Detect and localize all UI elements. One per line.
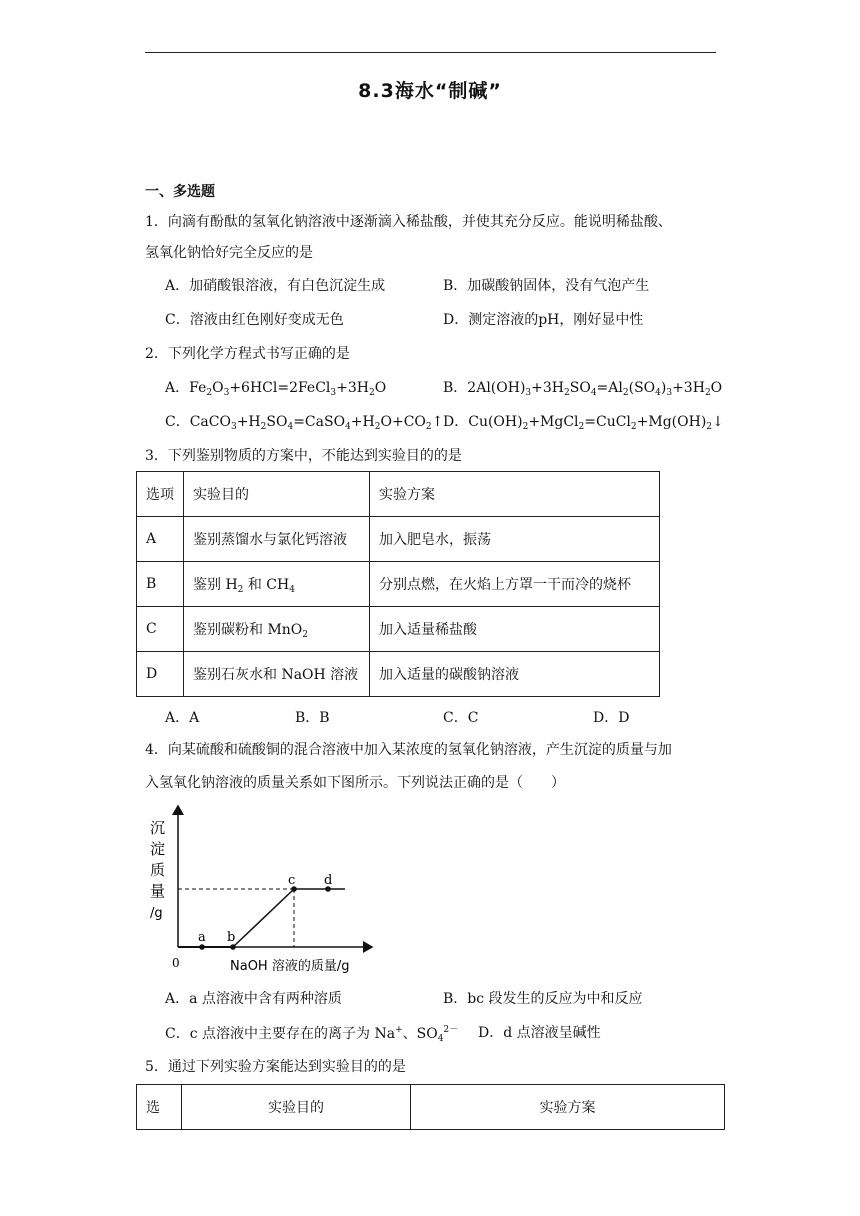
point-a — [199, 944, 205, 950]
table-header-cell: 选项 — [137, 472, 184, 517]
table-cell: 鉴别 $H_2$ 和 $CH_4$ — [184, 562, 370, 607]
q5-stem: 5．通过下列实验方案能达到实验目的的是 — [145, 1059, 406, 1075]
q3-table — [136, 471, 660, 697]
q5-table — [136, 1084, 725, 1130]
q4-option-d: D．d 点溶液呈碱性 — [478, 1025, 601, 1041]
header-rule — [145, 52, 716, 53]
q2-option-d: D．$Cu(OH)_2+MgCl_2=CuCl_2+Mg(OH)_2↓$ — [443, 414, 724, 432]
q2-option-a: A．$Fe_2O_3+6HCl=2FeCl_3+3H_2O$ — [165, 380, 387, 398]
table-cell: C — [137, 607, 184, 652]
y-axis-unit: /g — [150, 906, 163, 921]
table-row — [137, 562, 660, 607]
table-cell: 鉴别碳粉和 MnO$_2$ — [184, 607, 370, 652]
q4-stem-line2: 入氢氧化钠溶液的质量关系如下图所示。下列说法正确的是（ ） — [145, 775, 565, 791]
origin-label: 0 — [172, 956, 180, 970]
table-cell: 加入适量稀盐酸 — [370, 607, 660, 652]
q3-option-d: D．D — [593, 710, 630, 726]
table-cell: 鉴别蒸馏水与氯化钙溶液 — [184, 517, 370, 562]
q1-option-b: B．加碳酸钠固体，没有气泡产生 — [443, 278, 650, 294]
table-cell: D — [137, 652, 184, 697]
table-header-cell: 选 — [137, 1085, 182, 1130]
y-axis-label-char: 量 — [150, 882, 166, 900]
table-cell: 加入适量的碳酸钠溶液 — [370, 652, 660, 697]
point-label-c: c — [288, 873, 296, 888]
table-header-cell: 实验目的 — [184, 472, 370, 517]
q4-stem-line1: 4．向某硫酸和硫酸铜的混合溶液中加入某浓度的氢氧化钠溶液，产生沉淀的质量与加 — [145, 742, 672, 758]
q2-stem: 2．下列化学方程式书写正确的是 — [145, 346, 350, 362]
q2-option-c: C．$CaCO_3+H_2SO_4=CaSO_4+H_2O+CO_2↑$ — [165, 414, 444, 432]
table-row — [137, 607, 660, 652]
y-axis-label-char: 淀 — [150, 840, 166, 858]
point-label-a: a — [198, 930, 206, 945]
table-cell: 加入肥皂水，振荡 — [370, 517, 660, 562]
table-header-cell: 实验目的 — [182, 1085, 411, 1130]
point-b — [230, 944, 236, 950]
q4-option-b: B．bc 段发生的反应为中和反应 — [443, 991, 643, 1007]
q3-option-c: C．C — [443, 710, 479, 726]
curve-segment-bc — [233, 889, 294, 947]
point-label-b: b — [227, 930, 236, 945]
table-row — [137, 472, 660, 517]
table-header-cell: 实验方案 — [370, 472, 660, 517]
q1-option-d: D．测定溶液的pH，刚好显中性 — [443, 312, 644, 328]
q1-option-a: A．加硝酸银溶液，有白色沉淀生成 — [165, 278, 386, 294]
x-axis-label: NaOH 溶液的质量/g — [230, 959, 350, 974]
q3-stem: 3．下列鉴别物质的方案中，不能达到实验目的的是 — [145, 448, 462, 464]
q3-option-b: B．B — [295, 710, 330, 726]
point-label-d: d — [324, 873, 333, 888]
q4-option-a: A．a 点溶液中含有两种溶质 — [165, 991, 342, 1007]
q3-option-a: A．A — [165, 710, 200, 726]
q2-option-b: B．$2Al(OH)_3+3H_2SO_4=Al_2(SO_4)_3+3H_2O$ — [443, 380, 723, 398]
q4-option-c: C．c 点溶液中主要存在的离子为 Na+、$SO_4^{2-}$ — [165, 1025, 459, 1044]
table-row — [137, 652, 660, 697]
section-heading: 一、多选题 — [145, 184, 215, 200]
q1-stem-line2: 氢氧化钠恰好完全反应的是 — [145, 245, 313, 261]
table-cell: 鉴别石灰水和 NaOH 溶液 — [184, 652, 370, 697]
y-axis-label-char: 质 — [150, 861, 166, 879]
q1-option-c: C．溶液由红色刚好变成无色 — [165, 312, 344, 328]
table-header-cell: 实验方案 — [411, 1085, 725, 1130]
table-row — [137, 1085, 725, 1130]
q1-stem-line1: 1．向滴有酚酞的氢氧化钠溶液中逐渐滴入稀盐酸，并使其充分反应。能说明稀盐酸、 — [145, 214, 672, 230]
table-cell: B — [137, 562, 184, 607]
table-cell: A — [137, 517, 184, 562]
table-row — [137, 517, 660, 562]
y-axis-label-char: 沉 — [150, 819, 166, 837]
table-cell: 分别点燃，在火焰上方罩一干而冷的烧杯 — [370, 562, 660, 607]
page-title: 8.3海水“制碱” — [358, 80, 502, 102]
q4-graph — [140, 800, 390, 980]
